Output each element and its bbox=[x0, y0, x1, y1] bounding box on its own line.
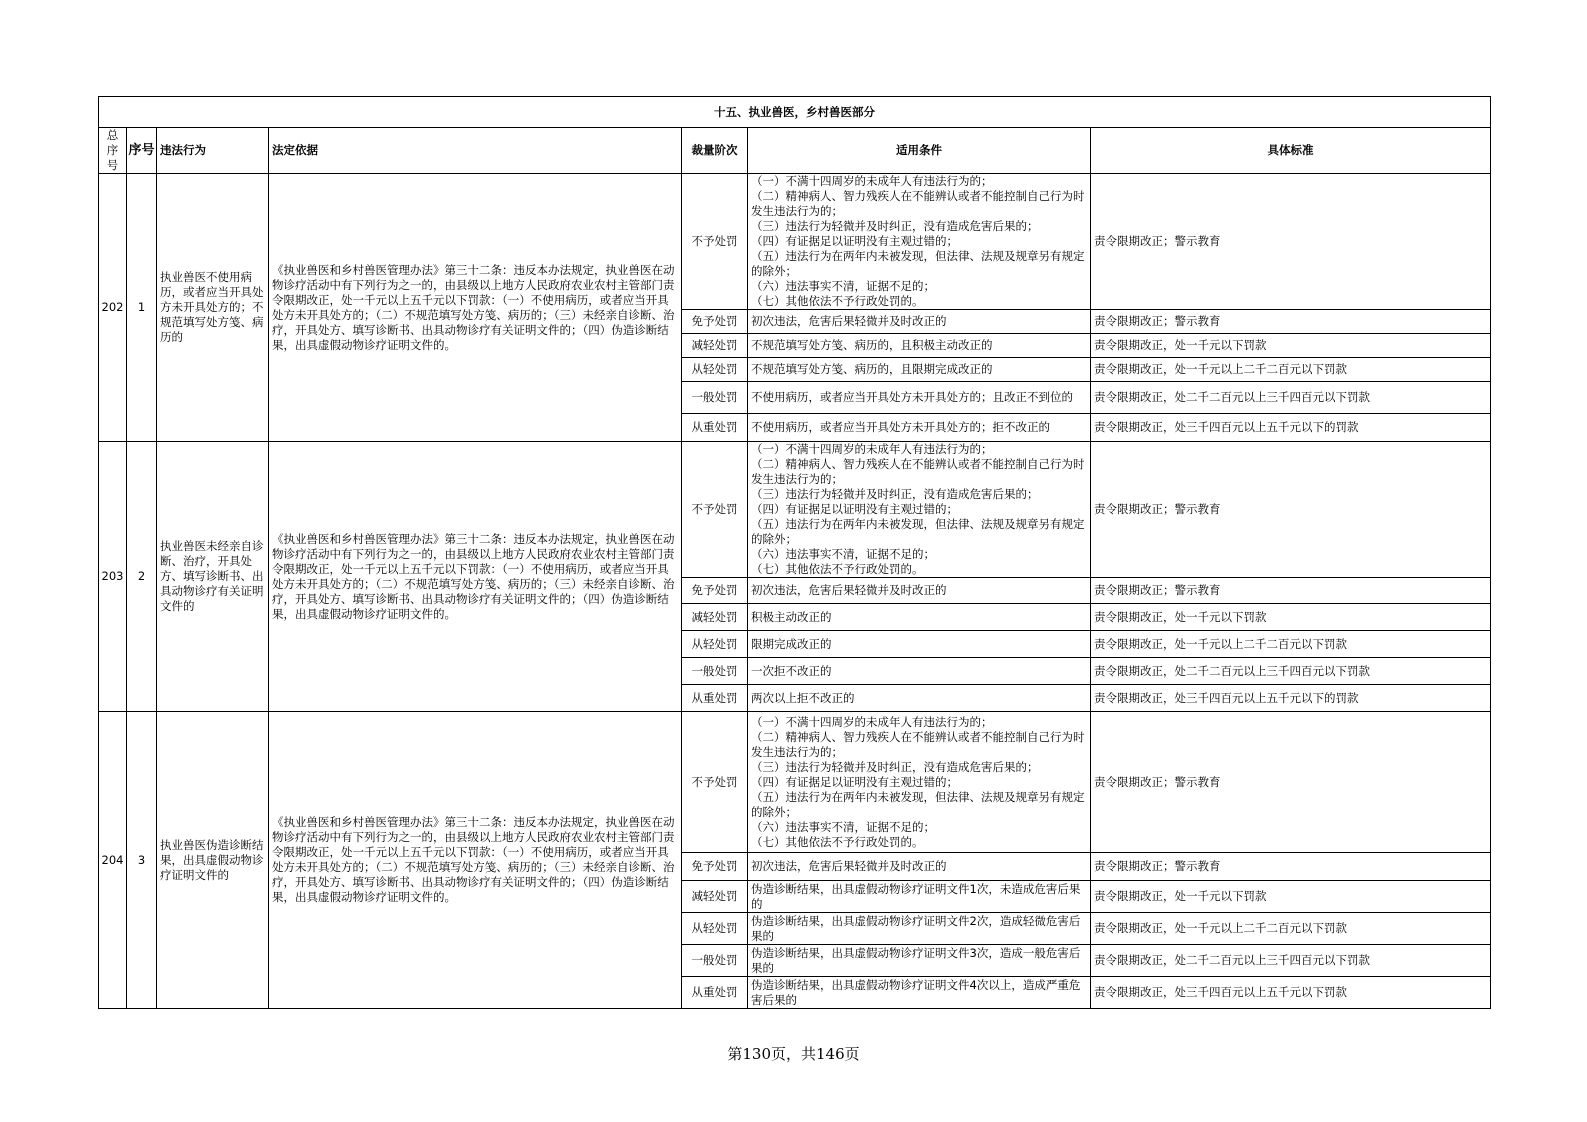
condition-cell: （一）不满十四周岁的未成年人有违法行为的； （二）精神病人、智力残疾人在不能辨认或者不能控制自己行为时发生违法行为的； （三）违法行为轻微并及时纠正，没有造成危害后果的； （四）有证据足以证明没有主观过错的； （五）违法行为在两年内未被发现，但法律、法规及规章另有规定的除外； （六）违法事实不清，证据不足的； （七）其他依法不予行政处罚的。 bbox=[748, 174, 1091, 310]
condition-cell: 一次拒不改正的 bbox=[748, 658, 1091, 685]
table-row bbox=[99, 712, 1491, 853]
standard-cell: 责令限期改正，处一千元以上二千二百元以下罚款 bbox=[1091, 631, 1491, 658]
standard-cell: 责令限期改正，处三千四百元以上五千元以下罚款 bbox=[1091, 977, 1491, 1009]
table-row bbox=[99, 442, 1491, 578]
condition-cell: （一）不满十四周岁的未成年人有违法行为的； （二）精神病人、智力残疾人在不能辨认或者不能控制自己行为时发生违法行为的； （三）违法行为轻微并及时纠正，没有造成危害后果的； （四）有证据足以证明没有主观过错的； （五）违法行为在两年内未被发现，但法律、法规及规章另有规定的除外； （六）违法事实不清，证据不足的； （七）其他依法不予行政处罚的。 bbox=[748, 712, 1091, 853]
level-cell: 减轻处罚 bbox=[682, 604, 748, 631]
page-footer: 第130页，共146页 bbox=[727, 1045, 860, 1063]
table-row bbox=[99, 174, 1491, 310]
level-cell: 从重处罚 bbox=[682, 977, 748, 1009]
total-number: 204 bbox=[99, 712, 127, 1009]
level-cell: 免予处罚 bbox=[682, 853, 748, 881]
level-cell: 从重处罚 bbox=[682, 414, 748, 442]
condition-cell: 限期完成改正的 bbox=[748, 631, 1091, 658]
sequence-number: 3 bbox=[127, 712, 157, 1009]
condition-cell: 不使用病历，或者应当开具处方未开具处方的；且改正不到位的 bbox=[748, 382, 1091, 414]
header-level: 裁量阶次 bbox=[682, 128, 748, 174]
level-cell: 从轻处罚 bbox=[682, 913, 748, 945]
condition-cell: 初次违法，危害后果轻微并及时改正的 bbox=[748, 578, 1091, 604]
standard-cell: 责令限期改正，处一千元以下罚款 bbox=[1091, 881, 1491, 913]
penalty-table bbox=[98, 96, 1491, 1009]
condition-cell: 初次违法，危害后果轻微并及时改正的 bbox=[748, 310, 1091, 334]
standard-cell: 责令限期改正，处二千二百元以上三千四百元以下罚款 bbox=[1091, 382, 1491, 414]
level-cell: 不予处罚 bbox=[682, 174, 748, 310]
level-cell: 免予处罚 bbox=[682, 578, 748, 604]
legal-basis-text: 《执业兽医和乡村兽医管理办法》第三十二条：违反本办法规定，执业兽医在动物诊疗活动中有下列行为之一的，由县级以上地方人民政府农业农村主管部门责令限期改正，处一千元以上五千元以下罚款：（一）不使用病历，或者应当开具处方未开具处方的；（二）不规范填写处方笺、病历的；（三）未经亲自诊断、治疗，开具处方、填写诊断书、出具动物诊疗有关证明文件的；（四）伪造诊断结果，出具虚假动物诊疗证明文件的。 bbox=[269, 442, 682, 712]
standard-cell: 责令限期改正，处二千二百元以上三千四百元以下罚款 bbox=[1091, 658, 1491, 685]
standard-cell: 责令限期改正，处二千二百元以上三千四百元以下罚款 bbox=[1091, 945, 1491, 977]
section-title: 十五、执业兽医，乡村兽医部分 bbox=[99, 97, 1491, 128]
standard-cell: 责令限期改正；警示教育 bbox=[1091, 853, 1491, 881]
violation-text: 执业兽医不使用病历，或者应当开具处方未开具处方的；不规范填写处方笺、病历的 bbox=[157, 174, 269, 442]
level-cell: 不予处罚 bbox=[682, 442, 748, 578]
violation-text: 执业兽医未经亲自诊断、治疗，开具处方、填写诊断书、出具动物诊疗有关证明文件的 bbox=[157, 442, 269, 712]
standard-cell: 责令限期改正，处一千元以上二千二百元以下罚款 bbox=[1091, 913, 1491, 945]
header-violation: 违法行为 bbox=[157, 128, 269, 174]
condition-cell: 初次违法，危害后果轻微并及时改正的 bbox=[748, 853, 1091, 881]
level-cell: 减轻处罚 bbox=[682, 334, 748, 358]
level-cell: 一般处罚 bbox=[682, 945, 748, 977]
level-cell: 一般处罚 bbox=[682, 658, 748, 685]
standard-cell: 责令限期改正，处三千四百元以上五千元以下的罚款 bbox=[1091, 685, 1491, 712]
level-cell: 从轻处罚 bbox=[682, 358, 748, 382]
condition-cell: 不规范填写处方笺、病历的，且限期完成改正的 bbox=[748, 358, 1091, 382]
standard-cell: 责令限期改正，处一千元以上二千二百元以下罚款 bbox=[1091, 358, 1491, 382]
header-legal-basis: 法定依据 bbox=[269, 128, 682, 174]
level-cell: 免予处罚 bbox=[682, 310, 748, 334]
standard-cell: 责令限期改正；警示教育 bbox=[1091, 310, 1491, 334]
header-condition: 适用条件 bbox=[748, 128, 1091, 174]
condition-cell: 伪造诊断结果，出具虚假动物诊疗证明文件1次，未造成危害后果的 bbox=[748, 881, 1091, 913]
condition-cell: 积极主动改正的 bbox=[748, 604, 1091, 631]
legal-basis-text: 《执业兽医和乡村兽医管理办法》第三十二条：违反本办法规定，执业兽医在动物诊疗活动中有下列行为之一的，由县级以上地方人民政府农业农村主管部门责令限期改正，处一千元以上五千元以下罚款：（一）不使用病历，或者应当开具处方未开具处方的；（二）不规范填写处方笺、病历的；（三）未经亲自诊断、治疗，开具处方、填写诊断书、出具动物诊疗有关证明文件的；（四）伪造诊断结果，出具虚假动物诊疗证明文件的。 bbox=[269, 174, 682, 442]
standard-cell: 责令限期改正；警示教育 bbox=[1091, 442, 1491, 578]
total-number: 203 bbox=[99, 442, 127, 712]
violation-text: 执业兽医伪造诊断结果，出具虚假动物诊疗证明文件的 bbox=[157, 712, 269, 1009]
condition-cell: 伪造诊断结果，出具虚假动物诊疗证明文件2次，造成轻微危害后果的 bbox=[748, 913, 1091, 945]
condition-cell: 不使用病历，或者应当开具处方未开具处方的；拒不改正的 bbox=[748, 414, 1091, 442]
total-number: 202 bbox=[99, 174, 127, 442]
sequence-number: 2 bbox=[127, 442, 157, 712]
standard-cell: 责令限期改正；警示教育 bbox=[1091, 578, 1491, 604]
condition-cell: 两次以上拒不改正的 bbox=[748, 685, 1091, 712]
level-cell: 一般处罚 bbox=[682, 382, 748, 414]
standard-cell: 责令限期改正，处三千四百元以上五千元以下的罚款 bbox=[1091, 414, 1491, 442]
condition-cell: （一）不满十四周岁的未成年人有违法行为的； （二）精神病人、智力残疾人在不能辨认或者不能控制自己行为时发生违法行为的； （三）违法行为轻微并及时纠正，没有造成危害后果的； （四）有证据足以证明没有主观过错的； （五）违法行为在两年内未被发现，但法律、法规及规章另有规定的除外； （六）违法事实不清，证据不足的； （七）其他依法不予行政处罚的。 bbox=[748, 442, 1091, 578]
level-cell: 从重处罚 bbox=[682, 685, 748, 712]
condition-cell: 伪造诊断结果，出具虚假动物诊疗证明文件3次，造成一般危害后果的 bbox=[748, 945, 1091, 977]
header-seq-no: 序号 bbox=[127, 128, 157, 174]
sequence-number: 1 bbox=[127, 174, 157, 442]
header-standard: 具体标准 bbox=[1091, 128, 1491, 174]
standard-cell: 责令限期改正；警示教育 bbox=[1091, 712, 1491, 853]
level-cell: 从轻处罚 bbox=[682, 631, 748, 658]
standard-cell: 责令限期改正；警示教育 bbox=[1091, 174, 1491, 310]
legal-basis-text: 《执业兽医和乡村兽医管理办法》第三十二条：违反本办法规定，执业兽医在动物诊疗活动中有下列行为之一的，由县级以上地方人民政府农业农村主管部门责令限期改正，处一千元以上五千元以下罚款：（一）不使用病历，或者应当开具处方未开具处方的；（二）不规范填写处方笺、病历的；（三）未经亲自诊断、治疗，开具处方、填写诊断书、出具动物诊疗有关证明文件的；（四）伪造诊断结果，出具虚假动物诊疗证明文件的。 bbox=[269, 712, 682, 1009]
condition-cell: 伪造诊断结果，出具虚假动物诊疗证明文件4次以上，造成严重危害后果的 bbox=[748, 977, 1091, 1009]
level-cell: 不予处罚 bbox=[682, 712, 748, 853]
level-cell: 减轻处罚 bbox=[682, 881, 748, 913]
header-total-no: 总序号 bbox=[99, 128, 127, 174]
standard-cell: 责令限期改正，处一千元以下罚款 bbox=[1091, 334, 1491, 358]
condition-cell: 不规范填写处方笺、病历的，且积极主动改正的 bbox=[748, 334, 1091, 358]
standard-cell: 责令限期改正，处一千元以下罚款 bbox=[1091, 604, 1491, 631]
